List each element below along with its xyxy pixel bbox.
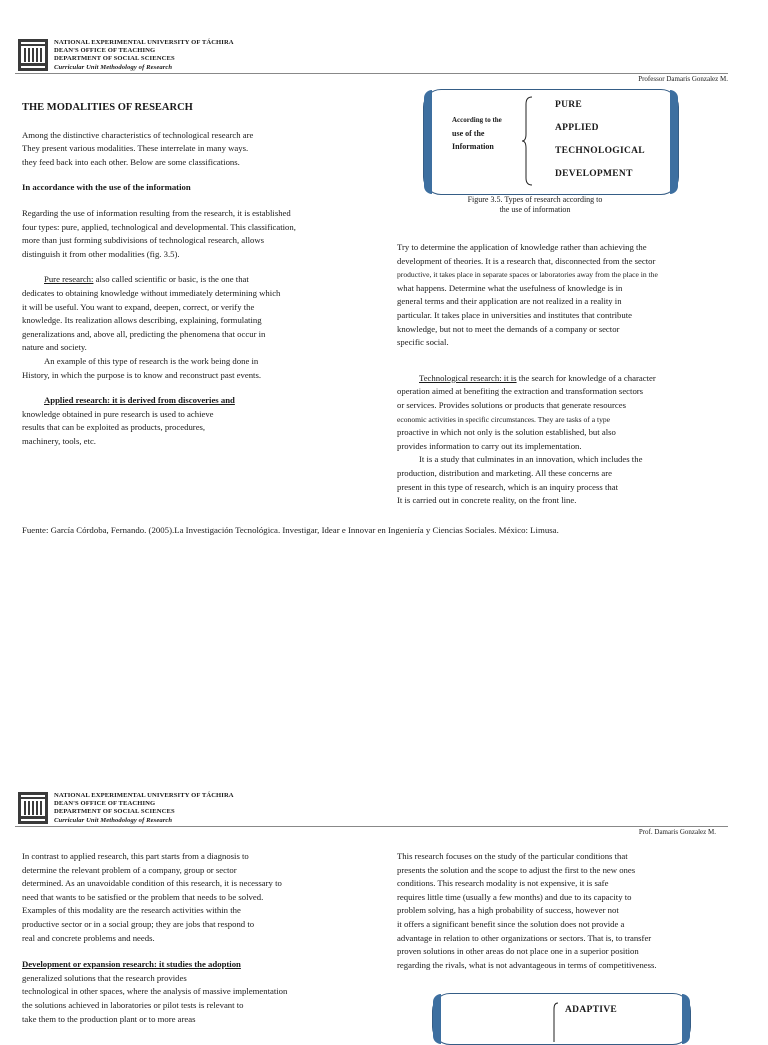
figure-left-label	[452, 114, 502, 153]
technological-research-head	[397, 372, 703, 386]
body-line: four types: pure, applied, technological and developmental. This classification,	[22, 221, 296, 232]
header-divider	[15, 826, 728, 827]
body-line: distinguish it from other modalities (fig. 3.5).	[22, 248, 180, 259]
modalities-figure	[432, 993, 691, 1045]
institution-name: NATIONAL EXPERIMENTAL UNIVERSITY OF TÁCHIRA	[54, 792, 234, 799]
technological-research-label: Technological research: it is	[419, 372, 517, 383]
development-research-head	[22, 958, 336, 972]
body-line: what happens. Determine what the usefulness of knowledge is in	[397, 282, 623, 293]
body-line: presents the solution and the scope to adjust the first to the new ones	[397, 864, 636, 875]
body-line: productive, it takes place in separate spaces or laboratories away from the place in the	[397, 270, 658, 280]
applied-research-head	[22, 394, 358, 408]
body-line: it will be useful. You want to expand, deepen, correct, or verify the	[22, 301, 255, 312]
body-line: results that can be exploited as products, procedures,	[22, 422, 206, 433]
page2-right-column	[397, 850, 713, 972]
figure-label-line: Information	[452, 142, 494, 151]
body-line: machinery, tools, etc.	[22, 435, 96, 446]
professor-name: Prof. Damaris Gonzalez M.	[638, 828, 716, 836]
curly-brace-icon	[522, 96, 534, 186]
body-line: productive sector or in a social group; they are jobs that respond to	[22, 918, 255, 929]
university-logo-icon	[18, 39, 48, 71]
body-line: Try to determine the application of knowledge rather than achieving the	[397, 242, 647, 252]
body-line: particular. It takes place in universities and institutes that contribute	[397, 309, 632, 320]
curricular-unit: Curricular Unit Methodology of Research	[54, 816, 173, 824]
pure-research-label: Pure research:	[44, 274, 94, 285]
body-line: real and concrete problems and needs.	[22, 932, 155, 943]
curricular-unit: Curricular Unit Methodology of Research	[54, 63, 173, 71]
professor-name: Professor Damaris Gonzalez M.	[638, 75, 728, 83]
development-research-label: Development or expansion research: it studies the adoption	[22, 959, 241, 970]
body-line: operation aimed at benefiting the extraction and transformation sectors	[397, 386, 644, 397]
body-line: generalizations and, above all, predicting the phenomena that occur in	[22, 328, 266, 339]
body-line: provides information to carry out its implementation.	[397, 440, 582, 451]
pure-research-intro: also called scientific or basic, is the one that	[93, 274, 249, 285]
body-line: Regarding the use of information resulting from the research, it is established	[22, 207, 291, 218]
page-title: THE MODALITIES OF RESEARCH	[22, 102, 193, 113]
deans-office: DEAN'S OFFICE OF TEACHING	[54, 47, 156, 55]
intro-line: Among the distinctive characteristics of technological research are	[22, 129, 254, 140]
body-line: determined. As an unavoidable condition of this research, it is necessary to	[22, 878, 282, 889]
body-line: It is carried out in concrete reality, on the front line.	[397, 495, 577, 506]
body-line: generalized solutions that the research provides	[22, 972, 187, 983]
body-line: economic activities in specific circumstances. They are tasks of a type	[397, 414, 611, 424]
body-line: conditions. This research modality is not expensive, it is safe	[397, 878, 609, 889]
figure-item-development: DEVELOPMENT	[555, 169, 633, 179]
source-citation: Fuente: García Córdoba, Fernando. (2005).La Investigación Tecnológica. Investigar, Idear e Innovar en Ingeniería y Ciencias Sociales. México: Limusa.	[22, 525, 559, 535]
figure-caption	[440, 195, 630, 215]
body-line: development of theories. It is a research that, disconnected from the sector	[397, 255, 656, 266]
department-name: DEPARTMENT OF SOCIAL SCIENCES	[54, 55, 175, 63]
body-line: or services. Provides solutions or products that generate resources	[397, 399, 626, 410]
body-line: determine the relevant problem of a company, group or sector	[22, 864, 237, 875]
body-line: requires little time (usually a few months) and due to its capacity to	[397, 891, 632, 902]
body-line: knowledge, but not to meet the demands of a company or sector	[397, 323, 620, 334]
figure-label-line: use of the	[452, 129, 485, 138]
figure-item-pure: PURE	[555, 100, 583, 110]
body-line: regarding the rivals, what is not advantageous in terms of competitiveness.	[397, 959, 657, 970]
research-types-figure	[423, 89, 679, 195]
body-line: proven solutions in other areas do not place one in a superior position	[397, 946, 639, 957]
figure-right-bar	[682, 994, 690, 1044]
body-line: advantage in relation to other organizations or sectors. That is, to transfer	[397, 932, 652, 943]
figure-item-technological: TECHNOLOGICAL	[555, 146, 645, 156]
body-line: more than just forming subdivisions of technological research, allows	[22, 235, 264, 246]
institution-name: NATIONAL EXPERIMENTAL UNIVERSITY OF TÁCHIRA	[54, 39, 234, 46]
figure-right-bar	[670, 90, 678, 194]
intro-line: they feed back into each other. Below are some classifications.	[22, 156, 240, 167]
body-line: nature and society.	[22, 342, 87, 353]
body-line: History, in which the purpose is to know and reconstruct past events.	[22, 369, 262, 380]
page2-left-column	[22, 850, 336, 1026]
section-subhead: In accordance with the use of the information	[22, 182, 191, 193]
body-line: need that wants to be satisfied or the problem that needs to be solved.	[22, 891, 264, 902]
body-line: technological in other spaces, where the analysis of massive implementation	[22, 986, 288, 997]
body-line: general terms and their application are not realized in a reality in	[397, 296, 622, 307]
body-line: This research focuses on the study of the particular conditions that	[397, 851, 628, 861]
body-line: An example of this type of research is the work being done in	[44, 355, 259, 366]
body-line: production, distribution and marketing. All these concerns are	[397, 467, 612, 478]
university-logo-icon	[18, 792, 48, 824]
applied-research-label: Applied research: it is derived from discoveries and	[44, 395, 235, 406]
body-line: problem solving, has a high probability of success, however not	[397, 905, 619, 916]
body-line: proactive in which not only is the solution established, but also	[397, 427, 616, 438]
header-divider	[15, 73, 728, 74]
institution-header	[54, 39, 234, 72]
body-line: knowledge obtained in pure research is used to achieve	[22, 408, 214, 419]
body-line: present in this type of research, which is an inquiry process that	[397, 481, 618, 492]
figure-item-applied: APPLIED	[555, 123, 599, 133]
figure-left-bar	[424, 90, 432, 194]
caption-line: the use of information	[499, 205, 571, 214]
curly-brace-icon	[551, 1002, 559, 1042]
body-line: take them to the production plant or to more areas	[22, 1013, 196, 1024]
body-line: It is a study that culminates in an innovation, which includes the	[419, 454, 643, 465]
caption-line: Figure 3.5. Types of research according to	[467, 195, 603, 204]
figure-label-line: According to the	[452, 116, 502, 124]
department-name: DEPARTMENT OF SOCIAL SCIENCES	[54, 808, 175, 816]
right-column	[397, 241, 703, 508]
technological-research-intro: the search for knowledge of a character	[516, 372, 656, 383]
deans-office: DEAN'S OFFICE OF TEACHING	[54, 800, 156, 808]
body-line: it offers a significant benefit since the solution does not provide a	[397, 918, 625, 929]
body-line: the solutions achieved in laboratories or pilot tests is relevant to	[22, 999, 244, 1010]
body-line: In contrast to applied research, this part starts from a diagnosis to	[22, 851, 249, 861]
institution-header	[54, 792, 234, 825]
intro-line: They present various modalities. These interrelate in many ways.	[22, 143, 249, 154]
body-line: specific social.	[397, 337, 449, 348]
body-line: knowledge. Its realization allows describing, explaining, formulating	[22, 315, 262, 326]
body-line: Examples of this modality are the research activities within the	[22, 905, 241, 916]
body-line: dedicates to obtaining knowledge without immediately determining which	[22, 287, 281, 298]
figure-left-bar	[433, 994, 441, 1044]
figure-item-adaptive: ADAPTIVE	[565, 1005, 618, 1015]
left-column	[22, 101, 358, 448]
pure-research-head	[22, 273, 358, 287]
